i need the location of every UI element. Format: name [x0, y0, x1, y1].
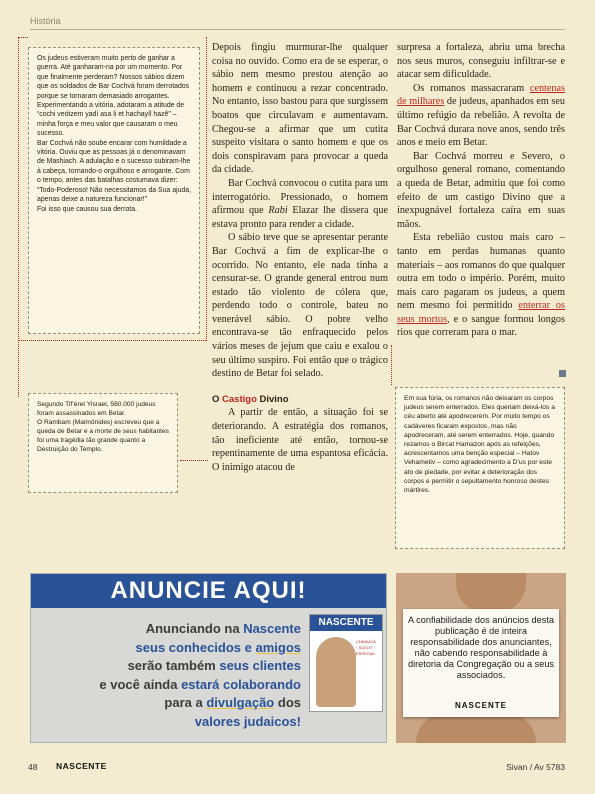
section-label: História	[30, 16, 61, 26]
issue-date: Sivan / Av 5783	[506, 762, 565, 772]
advertise-banner[interactable]	[30, 573, 387, 743]
end-mark-icon	[559, 370, 566, 377]
finger-photo	[456, 573, 526, 613]
highlight-centenas: centenas de milhares	[397, 82, 565, 108]
magazine-cover-image	[309, 614, 383, 712]
connector-line	[18, 37, 20, 397]
article-paragraph: surpresa a fortaleza, abriu uma brecha nos seus muros, conseguiu infiltrar-se e atacar sem dificuldade.	[397, 42, 565, 81]
emphasis-rabi: Rabi	[268, 205, 288, 217]
article-paragraph: Bar Cochvá convocou o cutita para um interrogatório. Pressionado, o homem afirmou que Rabi Elazar lhe dissera que estava pronto para render a cidade.	[212, 177, 388, 230]
article-paragraph: A partir de então, a situação foi se deteriorando. A estratégia dos romanos, tão ineficiente até então, tornou-se repentinamente de uma espantosa eficácia. O inimigo atacou de	[212, 407, 388, 473]
sidebar-box-pride	[28, 47, 200, 334]
sidebar-paragraph: Bar Cochvá não soube encarar com humildade a vitória. Ouviu que as pessoas já o denominavam de Mashiach. A adulação e o sucesso subiram-lhe à cabeça, tornando-o orgulhoso e arrogante. Com o tempo, antes das batalhas costumava dizer: “Todo-Poderoso! Não necessitamos da Sua ajuda, apenas deixe a natureza funcionar!”	[37, 139, 191, 204]
header-rule	[30, 29, 565, 30]
nascente-logo: NASCENTE	[454, 701, 507, 710]
sidebar-paragraph: Segundo Tif’éret Yisrael, 580.000 judeus foram assassinados em Betar.	[37, 401, 156, 417]
connector-line	[18, 340, 206, 342]
sidebar-box-burial	[395, 387, 565, 549]
connector-line	[206, 37, 208, 341]
sidebar-paragraph: Em sua fúria, os romanos não deixaram os corpos judeus serem enterrados. Eles queriam deixá-los a céu aberto até apodrecerem. Por muito tempo os cadáveres ficaram expostos, mas não apodreceram, até serem enterrados. Hoje, quando rezamos o Bircat Hamazon após as refeições, acrescentamos uma benção especial – Hatov Vehametiv – como agradecimento a D’us por este ato de piedade, por evitar a deterioração dos corpos e permitir o sepultamento honroso destes mártires.	[404, 395, 555, 495]
subheading-keyword: Castigo	[222, 393, 257, 405]
sidebar-paragraph: Os judeus estiveram muito perto de ganhar a guerra. Até ganharam-na por um momento. Por que finalmente perderam? Nossos sábios dizem que os soldados de Bar Cochvá foram derrotados porque se tornaram demasiado arrogantes. Experimentando a vitória, adotaram a atitude de “cochi veótzem yadí asa li et hachayíl hazê” – minha força e meu valor que causaram o meu sucesso.	[37, 55, 190, 138]
subheading: O Castigo Divino	[212, 393, 289, 405]
disclaimer-ad	[396, 573, 566, 743]
footer-logo: NASCENTE	[56, 761, 107, 771]
sidebar-paragraph: Foi isso que causou sua derrota.	[37, 205, 137, 213]
ad-copy: Anunciando na Nascente seus conhecidos e amigos serão também seus clientes e você ainda estará colaborando para a divulgação dos valores judaicos!	[99, 621, 301, 729]
article-paragraph: Depois fingiu murmurar-lhe qualquer coisa no ouvido. Como era de se esperar, o sábio nem mesmo prestou atenção ao homem e continuou a rezar concentrado. No entanto, isso bastou para que surgissem boatos que circulavam e aumentavam. Chegou-se a afirmar que um cutita suspeito visitara o santo homem e que os dois conspiravam para provocar a queda da cidade.	[212, 42, 388, 176]
article-column-middle	[212, 41, 388, 474]
magazine-side-text: CHANUCÁ · SUCOT · ESPECIAL	[356, 639, 376, 656]
thumb-photo	[416, 713, 536, 743]
article-paragraph: Bar Cochvá morreu e Severo, o orgulhoso general romano, comentando a queda de Betar, admitiu que foi como efeito de um castigo Divino que a inexpugnável fortaleza caíra em suas mãos.	[397, 150, 565, 230]
connector-line	[18, 37, 28, 39]
article-column-right	[397, 41, 565, 340]
connector-line	[180, 460, 208, 462]
highlight-enterrar: enterrar os seus mortos	[397, 300, 565, 325]
ad-headline: ANUNCIE AQUI!	[31, 574, 386, 608]
sidebar-paragraph: O Rambam (Maimônides) escreveu que a queda de Betar e a morte de seus habitantes foi uma tragédia tão grande quanto a Destruição do Templo.	[37, 419, 169, 453]
article-paragraph: Os romanos massacraram centenas de milhares de judeus, apanhados em seu último refúgio da rebelião. A revolta de Bar Cochvá durara nove anos, sendo três anos e meio em Betar.	[397, 82, 565, 149]
page-number: 48	[28, 762, 38, 772]
article-paragraph: O sábio teve que se apresentar perante Bar Cochvá a fim de explicar-lhe o ocorrido. No entanto, ele nada tinha a censurar-se. O grande general entrou num estado tão violento de cólera que, perdendo todo o controle, bateu no venerável sábio. O pobre velho encontrava-se tão enfraquecido pelos vários meses de jejum que caiu e exalou o seu último suspiro. Foi então que o trágico destino de Betar foi selado.	[212, 232, 388, 380]
sidebar-box-betar	[28, 393, 178, 493]
disclaimer-text: A confiabilidade dos anúncios desta publicação é de inteira responsabilidade dos anunciantes, não cabendo responsabilidade à diretoria da Congregação ou a seus associados.	[407, 615, 555, 680]
child-photo	[316, 637, 356, 707]
connector-line	[391, 345, 393, 385]
magazine-title: NASCENTE	[310, 615, 382, 631]
article-paragraph: Esta rebelião custou mais caro – tanto em perdas humanas quanto materiais – aos romanos do que qualquer outra em todo o império. Porém, muito mais caro pagaram os judeus, a quem nem mesmo foi permitido enterrar os seus mortos, e o sangue formou longos rios que correram para o mar.	[397, 232, 565, 339]
